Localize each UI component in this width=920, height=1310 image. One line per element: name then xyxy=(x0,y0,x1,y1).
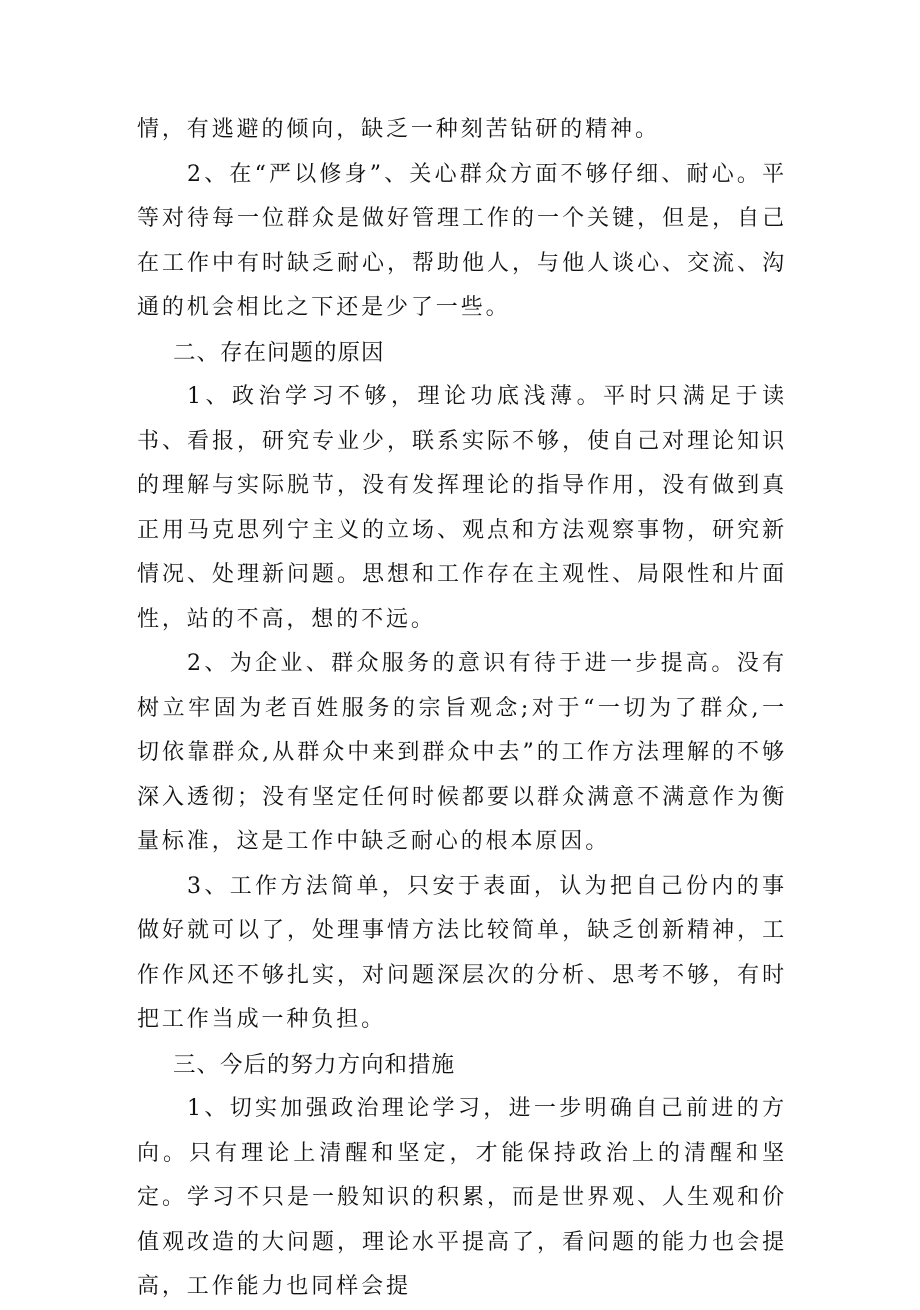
paragraph-continued: 情，有逃避的倾向，缺乏一种刻苦钻研的精神。 xyxy=(137,117,660,142)
paragraph-cause-1-political-study: 1、政治学习不够，理论功底浅薄。平时只满足于读书、看报，研究专业少，联系实际不够，使自己对理论知识的理解与实际脱节，没有发挥理论的指导作用，没有做到真正用马克思列宁主义的立场、观点和方法观察事物，研究新情况、处理新问题。思想和工作存在主观性、局限性和片面性，站的不高，想的不远。 xyxy=(137,384,787,632)
document-body xyxy=(137,108,787,1310)
section-heading-causes: 二、存在问题的原因 xyxy=(173,339,385,366)
section-heading-measures: 三、今后的努力方向和措施 xyxy=(173,1051,456,1078)
paragraph-measure-1-theory-study: 1、切实加强政治理论学习，进一步明确自己前进的方向。只有理论上清醒和坚定，才能保持政治上的清醒和坚定。学习不只是一般知识的积累，而是世界观、人生观和价值观改造的大问题，理论水平提高了，看问题的能力也会提高，工作能力也同样会提 xyxy=(137,1096,787,1299)
paragraph-cause-3-work-methods: 3、工作方法简单，只安于表面，认为把自己份内的事做好就可以了，处理事情方法比较简单，缺乏创新精神，工作作风还不够扎实，对问题深层次的分析、思考不够，有时把工作当成一种负担。 xyxy=(137,873,787,1032)
paragraph-item-2-patience: 2、在“严以修身”、关心群众方面不够仔细、耐心。平等对待每一位群众是做好管理工作的一个关键，但是，自己在工作中有时缺乏耐心，帮助他人，与他人谈心、交流、沟通的机会相比之下还是少了一些。 xyxy=(137,161,787,320)
paragraph-cause-2-service-awareness: 2、为企业、群众服务的意识有待于进一步提高。没有树立牢固为老百姓服务的宗旨观念;对于“一切为了群众,一切依靠群众,从群众中来到群众中去”的工作方法理解的不够深入透彻；没有坚定任何时候都要以群众满意不满意作为衡量标准，这是工作中缺乏耐心的根本原因。 xyxy=(137,651,787,854)
